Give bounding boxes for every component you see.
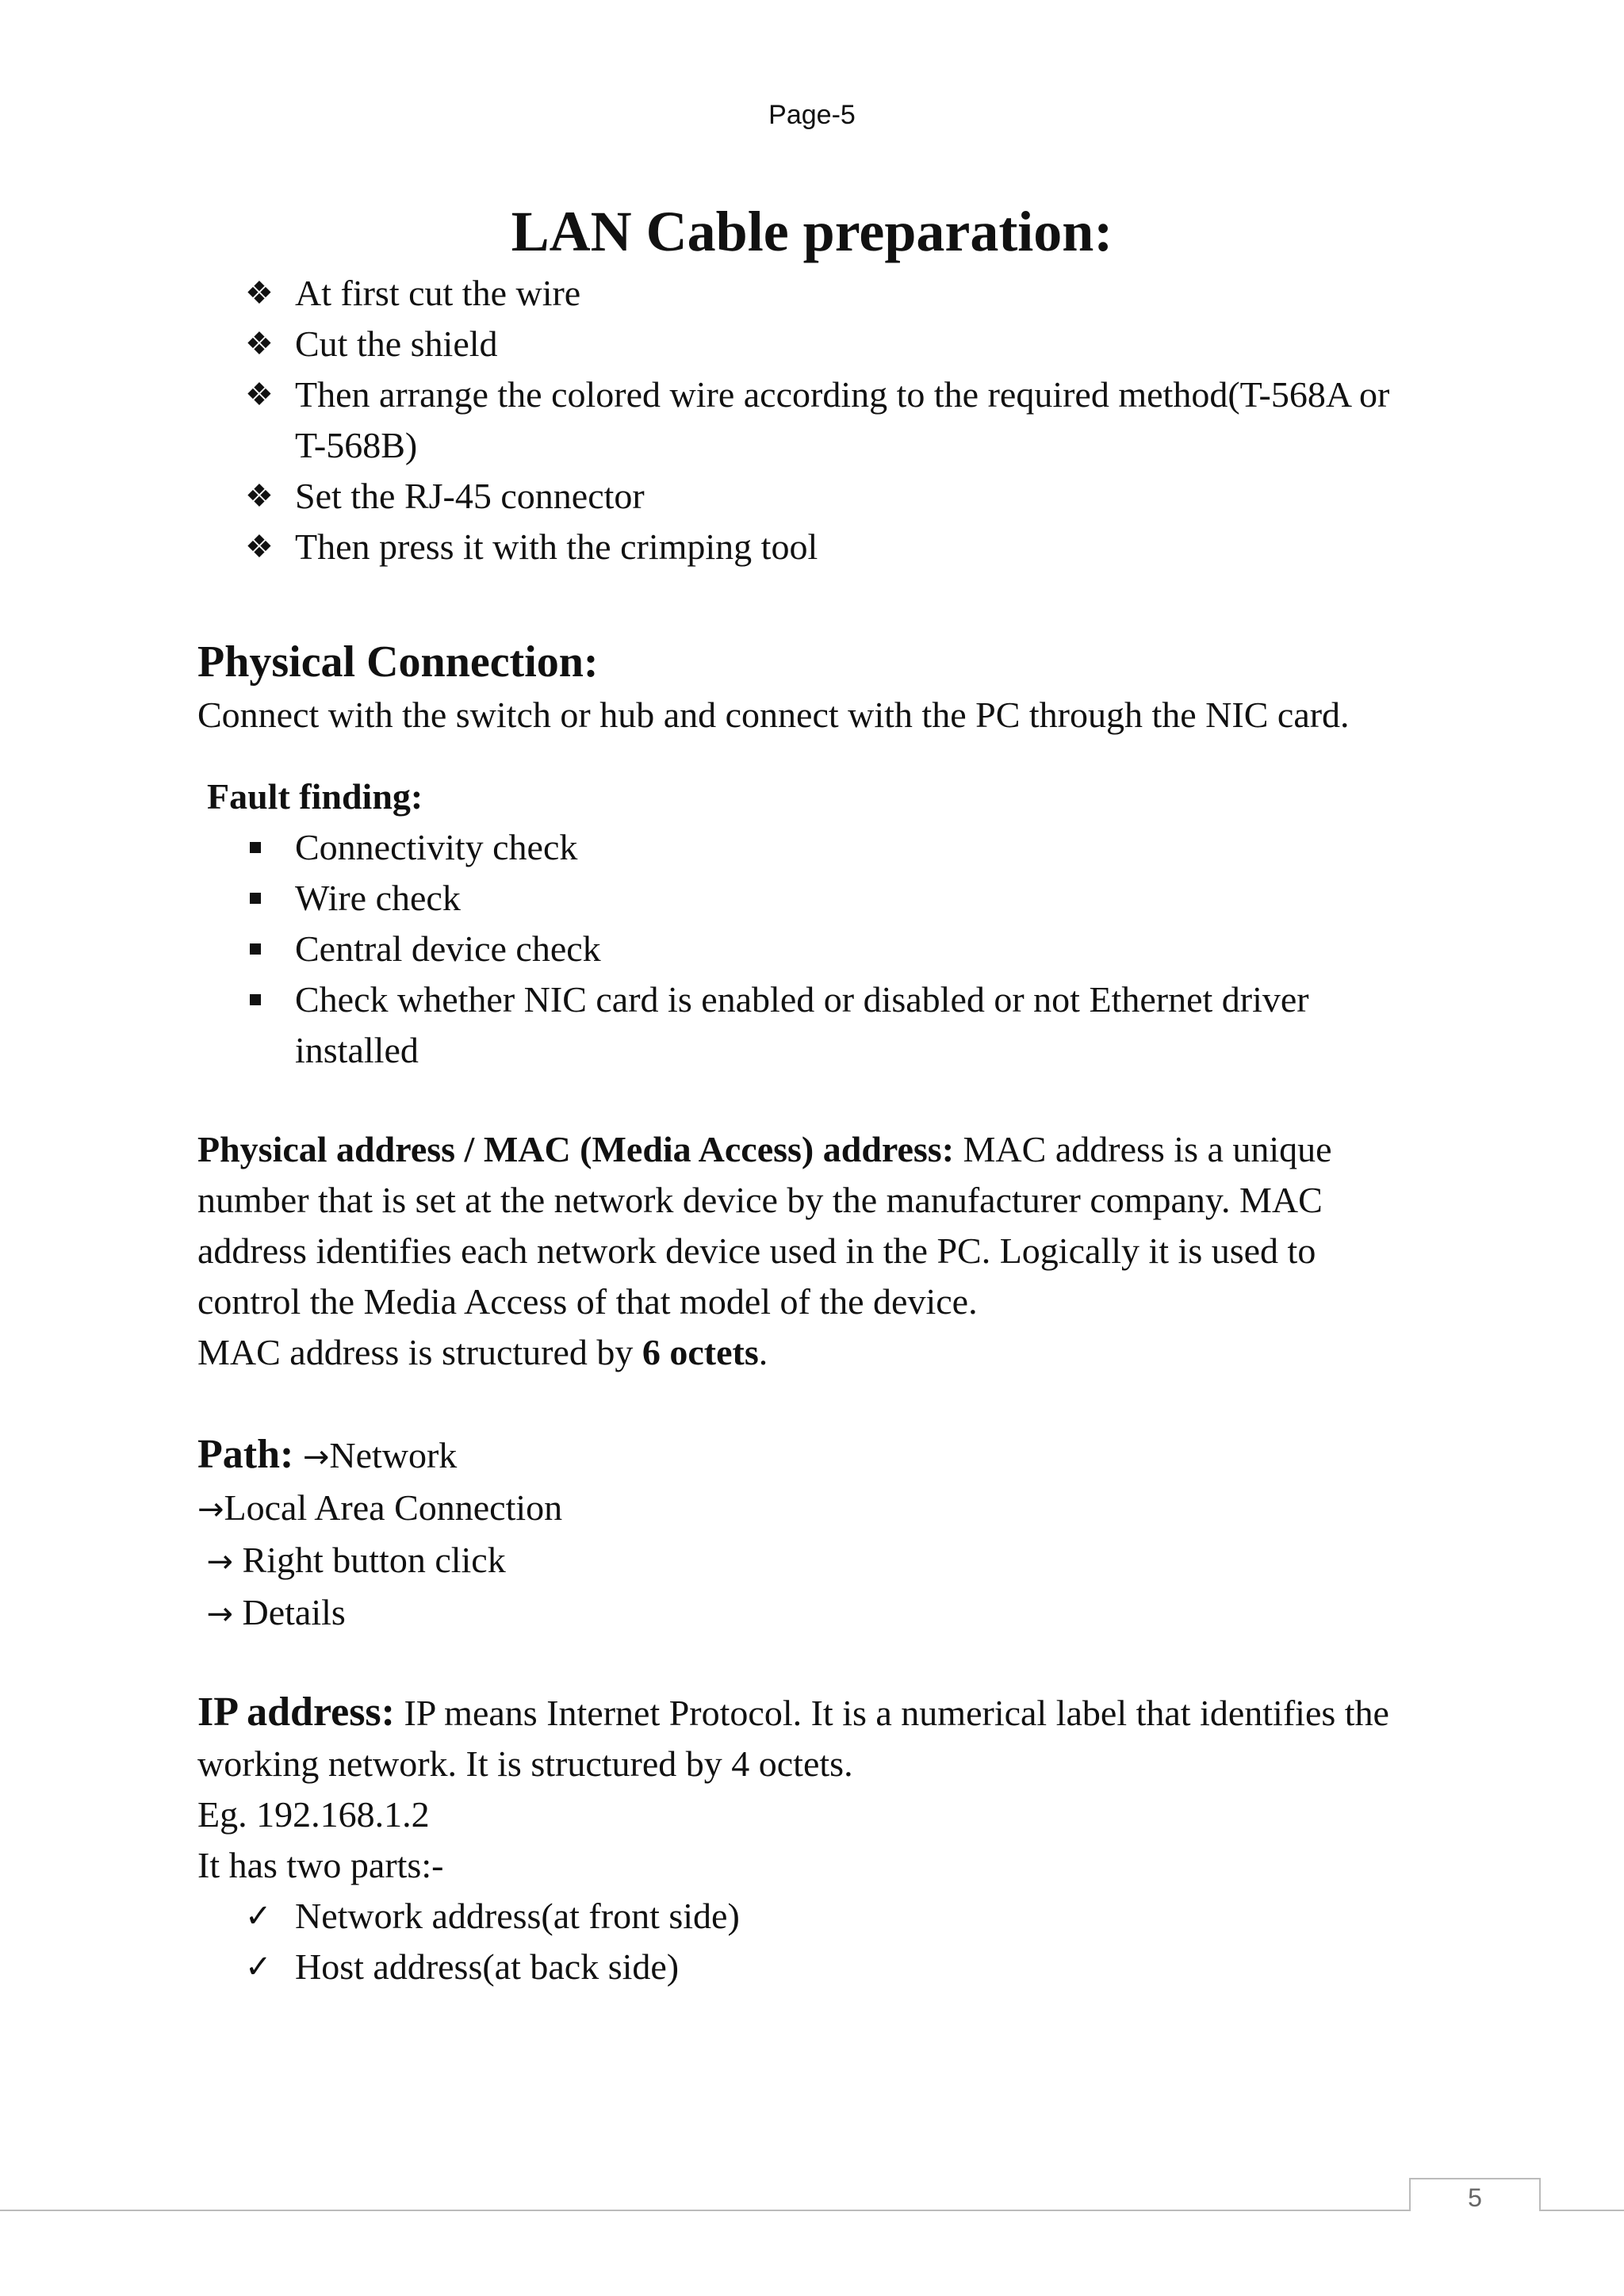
diamond-bullet-icon: ❖ [245,326,274,362]
arrow-right-icon: → [302,1439,330,1475]
check-icon: ✓ [245,1898,272,1934]
check-icon: ✓ [245,1949,272,1985]
arrow-right-icon: → [206,1596,234,1632]
physical-connection-text: Connect with the switch or hub and connect with the PC through the NIC card. [197,695,1350,735]
arrow-right-icon: → [206,1544,234,1580]
square-bullet-icon [250,842,261,853]
footer-divider [0,2210,1624,2211]
mac-text: MAC address is a unique number that is set at the network device by the manufacturer company. MAC address identifies each network device used in the PC. Logically it is used to control the Media Access of that model of the device. [197,1129,1332,1322]
list-item: ❖ Then press it with the crimping tool [197,522,1434,572]
list-item: Connectivity check [197,822,1434,873]
ip-parts-intro: It has two parts:- [197,1845,444,1885]
prep-steps-list [197,268,1434,572]
list-item: ❖ Then arrange the colored wire according to the required method(T-568A or T-568B) [197,369,1434,471]
ip-text: IP means Internet Protocol. It is a numerical label that identifies the working network. It is structured by 4 octets. [197,1693,1389,1784]
fault-finding-heading: Fault finding: [207,776,423,817]
physical-connection-section [197,634,1434,740]
ip-section [197,1687,1411,1992]
page-title: LAN Cable preparation: [511,200,1113,263]
diamond-bullet-icon: ❖ [245,529,274,564]
list-item: ❖ Cut the shield [197,319,1434,369]
path-section [197,1429,1434,1640]
square-bullet-icon [250,994,261,1005]
fault-finding-section [197,771,1434,1076]
mac-heading: Physical address / MAC (Media Access) address: [197,1129,955,1169]
list-item: Central device check [197,924,1434,974]
diamond-bullet-icon: ❖ [245,377,274,412]
page-label: Page-5 [768,100,856,130]
path-step: → Details [206,1592,346,1632]
mac-section [197,1124,1411,1378]
path-line-first: Path: →Network [197,1432,458,1477]
list-item: ✓ Host address(at back side) [197,1942,1411,1992]
path-heading: Path: [197,1432,294,1477]
list-item: ✓ Network address(at front side) [197,1891,1411,1942]
list-item: Check whether NIC card is enabled or disabled or not Ethernet driver installed [197,974,1434,1076]
list-item: ❖ At first cut the wire [197,268,1434,319]
footer-page-number: 5 [1409,2178,1541,2211]
ip-example: Eg. 192.168.1.2 [197,1794,430,1835]
path-step: →Local Area Connection [197,1487,563,1528]
diamond-bullet-icon: ❖ [245,275,274,311]
mac-structure: MAC address is structured by 6 octets. [197,1332,768,1372]
ip-heading: IP address: [197,1689,395,1735]
physical-connection-heading: Physical Connection: [197,637,599,687]
arrow-right-icon: → [197,1491,224,1528]
path-step: → Right button click [206,1540,506,1580]
ip-paragraph [197,1687,1411,1789]
mac-paragraph [197,1124,1411,1327]
list-item: Wire check [197,873,1434,924]
diamond-bullet-icon: ❖ [245,478,274,514]
square-bullet-icon [250,943,261,955]
square-bullet-icon [250,893,261,904]
list-item: ❖ Set the RJ-45 connector [197,471,1434,522]
